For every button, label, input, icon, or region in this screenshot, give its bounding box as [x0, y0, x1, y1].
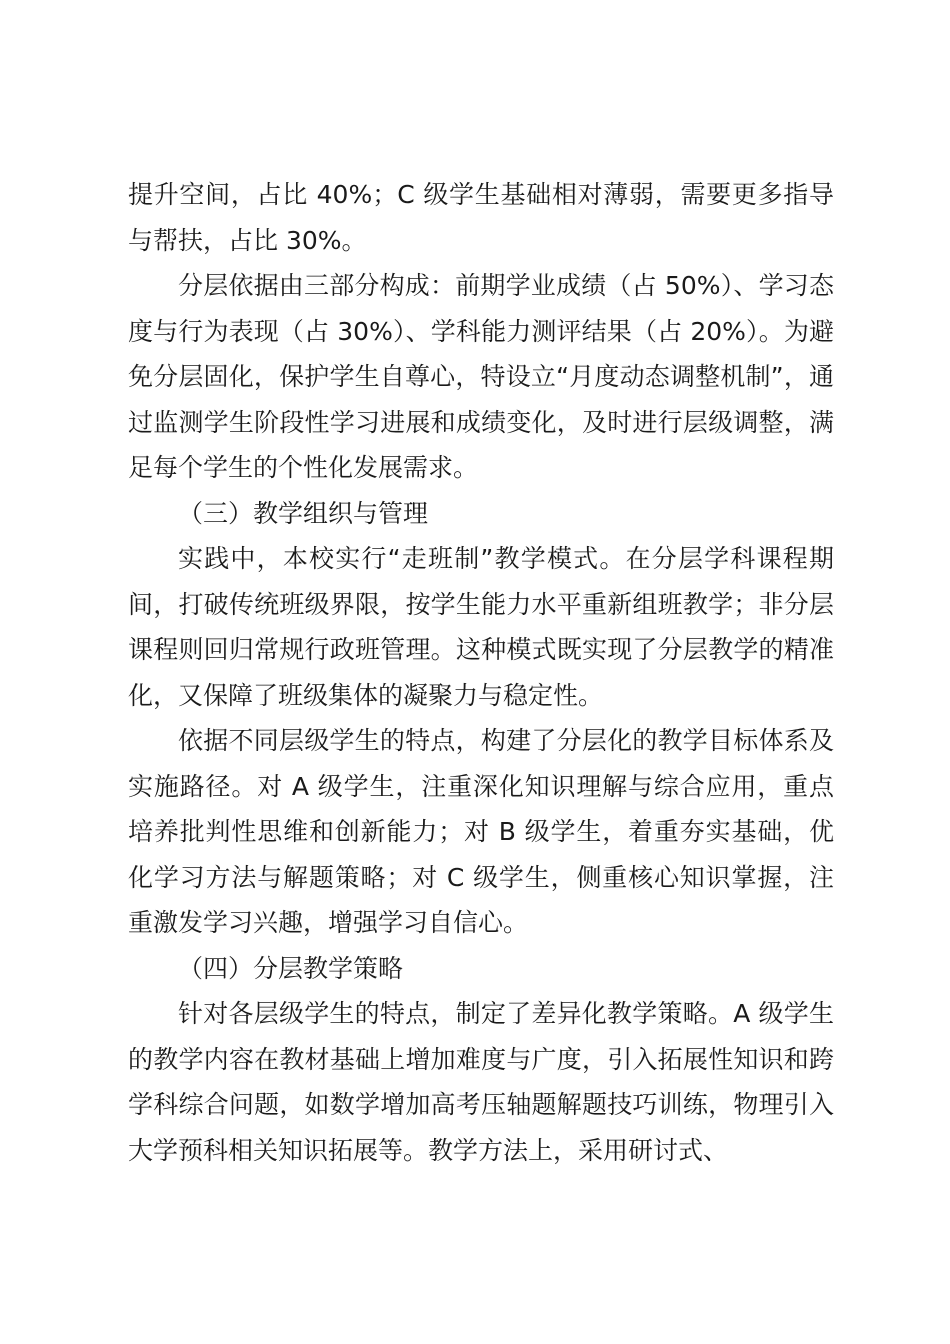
paragraph-goal-system: 依据不同层级学生的特点，构建了分层化的教学目标体系及实施路径。对 A 级学生，注重深化知识理解与综合应用，重点培养批判性思维和创新能力；对 B 级学生，着重夯实基础，优化学习方法与解题策略；对 C 级学生，侧重核心知识掌握，注重激发学习兴趣，增强学习自信心。 [128, 726, 834, 937]
paragraph-class-rotation: 实践中，本校实行“走班制”教学模式。在分层学科课程期间，打破传统班级界限，按学生能力水平重新组班教学；非分层课程则回归常规行政班管理。这种模式既实现了分层教学的精准化，又保障了班级集体的凝聚力与稳定性。 [128, 544, 834, 710]
section-heading-teaching-organization: （三）教学组织与管理 [178, 498, 429, 528]
paragraph-stratification-basis: 分层依据由三部分构成：前期学业成绩（占 50%）、学习态度与行为表现（占 30%）、学科能力测评结果（占 20%）。为避免分层固化，保护学生自尊心，特设立“月度动态调整机制”，通过监测学生阶段性学习进展和成绩变化，及时进行层级调整，满足每个学生的个性化发展需求。 [128, 271, 834, 482]
paragraph-continued-ratio: 提升空间，占比 40%；C 级学生基础相对薄弱，需要更多指导与帮扶，占比 30%。 [128, 180, 834, 255]
paragraph-differentiated-strategy: 针对各层级学生的特点，制定了差异化教学策略。A 级学生的教学内容在教材基础上增加难度与广度，引入拓展性知识和跨学科综合问题，如数学增加高考压轴题解题技巧训练，物理引入大学预科相关知识拓展等。教学方法上，采用研讨式、 [128, 999, 834, 1165]
document-body [128, 172, 834, 1173]
section-heading-teaching-strategy: （四）分层教学策略 [178, 953, 404, 983]
